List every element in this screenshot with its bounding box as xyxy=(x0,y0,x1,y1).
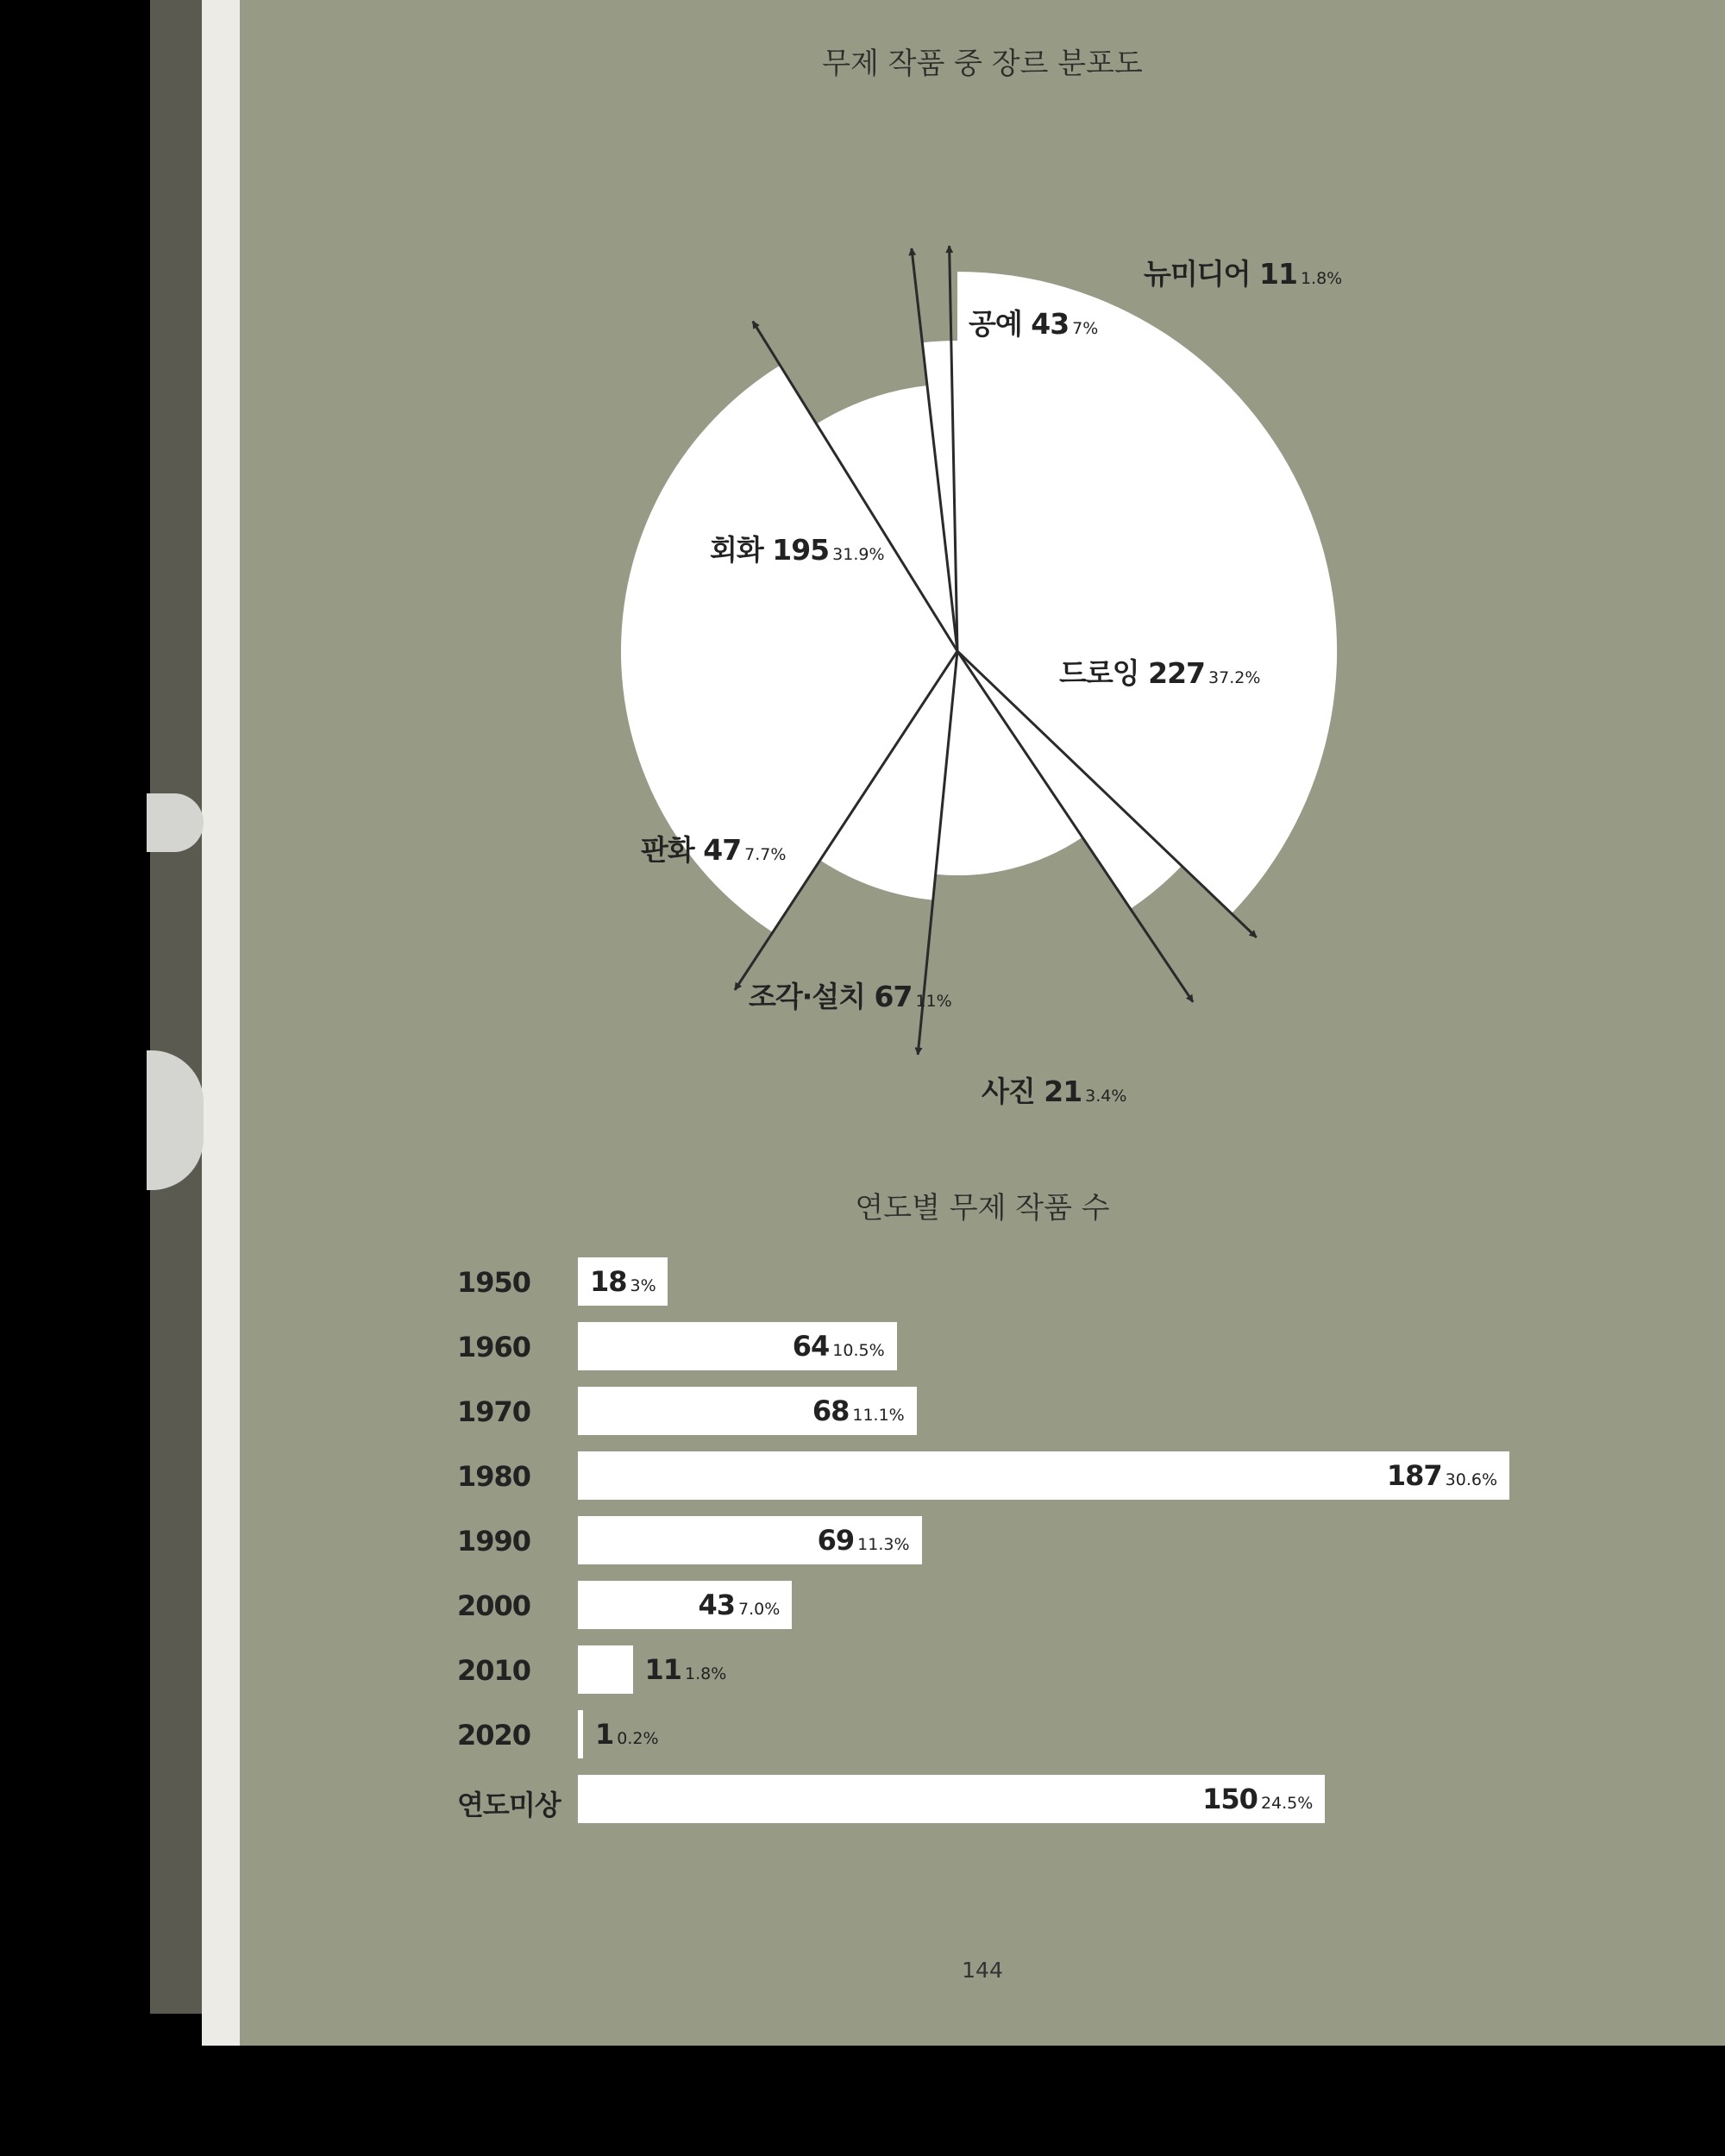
pie-slice-label xyxy=(749,975,952,1015)
pie-slice-label xyxy=(969,302,1098,342)
bar-value-label xyxy=(781,1516,910,1569)
bar-value-label xyxy=(1183,1775,1313,1827)
bar-category-label: 2000 xyxy=(457,1589,531,1622)
bar-value: 69 xyxy=(817,1524,855,1557)
bar-value-label xyxy=(756,1322,885,1375)
bar xyxy=(578,1710,583,1758)
bar-value-label xyxy=(645,1645,727,1698)
pie-slice-name-value: 회화 195 xyxy=(710,533,830,567)
bar-value-label xyxy=(595,1710,659,1763)
bar-value: 11 xyxy=(644,1653,682,1686)
bar-value-label xyxy=(775,1387,905,1439)
bar-category-label: 1970 xyxy=(457,1395,531,1428)
bar-category-label: 2020 xyxy=(457,1719,531,1752)
bar-percent: 11.1% xyxy=(852,1406,905,1425)
pie-slice-label xyxy=(1059,651,1260,692)
bar-category-label: 1980 xyxy=(457,1460,531,1493)
pie-slice-percent: 7.7% xyxy=(744,845,787,864)
page-edges xyxy=(202,0,242,2046)
pie-slice-name-value: 조각·설치 67 xyxy=(749,980,913,1013)
bar-percent: 7.0% xyxy=(738,1600,781,1619)
bar-value-label xyxy=(1368,1451,1497,1504)
page-number: 144 xyxy=(962,1958,1003,1983)
pie-chart xyxy=(240,0,1725,1121)
pie-slice-label xyxy=(641,828,786,868)
bar-percent: 30.6% xyxy=(1445,1470,1497,1489)
pie-slice-name-value: 뉴미디어 11 xyxy=(1144,257,1297,291)
pie-slice-label xyxy=(710,528,885,568)
bar-category-label: 연도미상 xyxy=(457,1789,561,1821)
pie-slice-name-value: 판화 47 xyxy=(641,833,742,867)
bar-category-label: 2010 xyxy=(457,1654,531,1687)
bar-value-label xyxy=(590,1257,656,1310)
bar-percent: 10.5% xyxy=(832,1341,885,1360)
pie-chart-title: 무제 작품 중 장르 분포도 xyxy=(822,47,1143,81)
pie-slice-label xyxy=(982,1069,1126,1110)
bar-category-label: 1960 xyxy=(457,1331,531,1363)
bar-percent: 24.5% xyxy=(1260,1794,1314,1813)
pie-slice-percent: 3.4% xyxy=(1085,1087,1127,1106)
bar-value: 43 xyxy=(698,1589,736,1621)
bar-category-label: 1990 xyxy=(457,1525,531,1557)
bar-value: 18 xyxy=(590,1265,627,1298)
pie-slice-name-value: 공예 43 xyxy=(969,307,1070,341)
bar-percent: 0.2% xyxy=(617,1729,659,1748)
bar-percent: 3% xyxy=(630,1276,656,1295)
pie-slice-name-value: 드로잉 227 xyxy=(1059,656,1206,690)
page-tab xyxy=(147,793,204,852)
pie-slice-percent: 1.8% xyxy=(1300,269,1343,288)
pie-slice-percent: 11% xyxy=(915,992,952,1011)
pie-slice-label xyxy=(1144,252,1342,292)
bar-value: 68 xyxy=(812,1395,850,1427)
bar-category-label: 1950 xyxy=(457,1266,531,1299)
pie-slice-name-value: 사진 21 xyxy=(982,1075,1082,1108)
pie-slice-percent: 37.2% xyxy=(1208,668,1261,687)
pie-slice-percent: 31.9% xyxy=(832,545,885,564)
bar-percent: 1.8% xyxy=(685,1664,727,1683)
bar-value: 64 xyxy=(792,1330,830,1363)
bar-chart-title: 연도별 무제 작품 수 xyxy=(855,1191,1110,1225)
bar-value-label xyxy=(650,1581,780,1633)
bar-percent: 11.3% xyxy=(857,1535,910,1554)
bar-value: 1 xyxy=(595,1718,614,1751)
book-page xyxy=(240,0,1725,2046)
bar-value: 187 xyxy=(1386,1459,1442,1492)
bar xyxy=(578,1645,633,1694)
bar-value: 150 xyxy=(1202,1783,1258,1815)
pie-slice-percent: 7% xyxy=(1072,319,1099,338)
